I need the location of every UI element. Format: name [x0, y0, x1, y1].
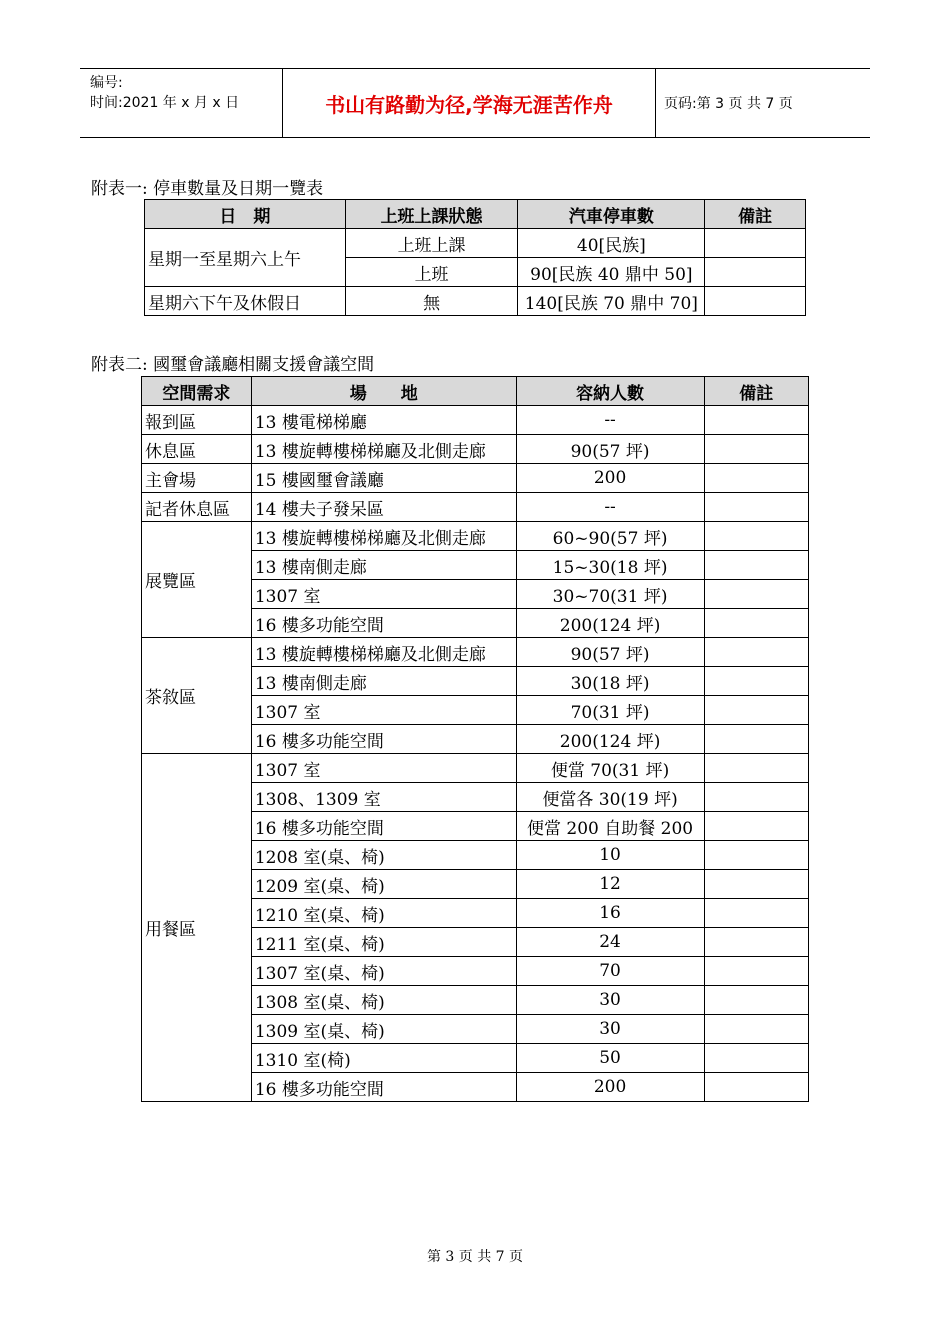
table2-note-cell: [704, 551, 809, 580]
venue-table: [141, 376, 809, 1102]
table2-venue-cell: 1307 室: [251, 580, 516, 609]
time-label: 时间:2021 年 x 月 x 日: [90, 95, 240, 111]
table2-venue-cell: 1211 室(桌、椅): [251, 928, 516, 957]
table2-note-cell: [704, 754, 809, 783]
table2-note-cell: [704, 522, 809, 551]
table2-area-cell: 茶敘區: [142, 638, 252, 754]
table2-note-cell: [704, 1015, 809, 1044]
table2-venue-cell: 1309 室(桌、椅): [251, 1015, 516, 1044]
table2-venue-cell: 16 樓多功能空間: [251, 812, 516, 841]
table2-capacity-cell: 200: [516, 1073, 704, 1102]
table2-header-row: [142, 377, 809, 406]
table2-capacity-cell: 便當各 30(19 坪): [516, 783, 704, 812]
table2-note-cell: [704, 1073, 809, 1102]
table2-venue-cell: 1209 室(桌、椅): [251, 870, 516, 899]
table1-status-cell: 上班: [345, 258, 518, 287]
table2-capacity-cell: --: [516, 406, 704, 435]
table2-capacity-cell: --: [516, 493, 704, 522]
table1-header-row: [145, 200, 806, 229]
table1-header-date: 日 期: [145, 200, 346, 229]
table2-venue-cell: 1307 室: [251, 754, 516, 783]
table2-note-cell: [704, 841, 809, 870]
table2-venue-cell: 16 樓多功能空間: [251, 1073, 516, 1102]
table2-note-cell: [704, 667, 809, 696]
table-row: [142, 754, 809, 783]
table1-note-cell: [705, 258, 806, 287]
table2-note-cell: [704, 783, 809, 812]
table1-note-cell: [705, 287, 806, 316]
table-row: [142, 435, 809, 464]
table2-venue-cell: 1308、1309 室: [251, 783, 516, 812]
table2-header-area: 空間需求: [142, 377, 252, 406]
parking-table: [144, 199, 806, 316]
table2-capacity-cell: 12: [516, 870, 704, 899]
table2-note-cell: [704, 812, 809, 841]
table2-note-cell: [704, 1044, 809, 1073]
table2-capacity-cell: 60~90(57 坪): [516, 522, 704, 551]
table2-area-cell: 休息區: [142, 435, 252, 464]
table2-note-cell: [704, 609, 809, 638]
table2-venue-cell: 1307 室: [251, 696, 516, 725]
table2-capacity-cell: 便當 200 自助餐 200: [516, 812, 704, 841]
header-motto: 书山有路勤为径,学海无涯苦作舟: [282, 69, 656, 137]
table2-capacity-cell: 70: [516, 957, 704, 986]
table2-capacity-cell: 200(124 坪): [516, 725, 704, 754]
table2-capacity-cell: 16: [516, 899, 704, 928]
table-row: [142, 493, 809, 522]
table2-venue-cell: 13 樓旋轉樓梯梯廳及北側走廊: [251, 638, 516, 667]
table2-capacity-cell: 90(57 坪): [516, 638, 704, 667]
table2-note-cell: [704, 725, 809, 754]
table2-note-cell: [704, 696, 809, 725]
table2-venue-cell: 1308 室(桌、椅): [251, 986, 516, 1015]
table2-header-venue: 場 地: [251, 377, 516, 406]
page-header: [80, 68, 870, 138]
table2-note-cell: [704, 928, 809, 957]
table2-area-cell: 用餐區: [142, 754, 252, 1102]
table1-status-cell: 無: [345, 287, 518, 316]
table1-count-cell: 90[民族 40 鼎中 50]: [518, 258, 705, 287]
table2-note-cell: [704, 899, 809, 928]
table2-capacity-cell: 30~70(31 坪): [516, 580, 704, 609]
table-row: [145, 287, 806, 316]
table2-capacity-cell: 10: [516, 841, 704, 870]
table2-note-cell: [704, 493, 809, 522]
table2-venue-cell: 1310 室(椅): [251, 1044, 516, 1073]
table-row: [142, 406, 809, 435]
table1-date-cell: 星期六下午及休假日: [145, 287, 346, 316]
table-row: [142, 464, 809, 493]
table-row: [142, 522, 809, 551]
table2-note-cell: [704, 638, 809, 667]
table1-header-note: 備註: [705, 200, 806, 229]
table2-venue-cell: 1210 室(桌、椅): [251, 899, 516, 928]
table2-capacity-cell: 15~30(18 坪): [516, 551, 704, 580]
number-label: 编号:: [90, 75, 123, 91]
table1-date-cell: 星期一至星期六上午: [145, 229, 346, 287]
table2-header-capacity: 容納人數: [516, 377, 704, 406]
table2-note-cell: [704, 580, 809, 609]
table2-venue-cell: 13 樓電梯梯廳: [251, 406, 516, 435]
table2-capacity-cell: 90(57 坪): [516, 435, 704, 464]
table2-capacity-cell: 200(124 坪): [516, 609, 704, 638]
table2-venue-cell: 14 樓夫子發呆區: [251, 493, 516, 522]
table2-caption: 附表二: 國璽會議廳相關支援會議空間: [91, 355, 375, 375]
table2-capacity-cell: 200: [516, 464, 704, 493]
table2-capacity-cell: 便當 70(31 坪): [516, 754, 704, 783]
table1-count-cell: 40[民族]: [518, 229, 705, 258]
table2-venue-cell: 13 樓旋轉樓梯梯廳及北側走廊: [251, 435, 516, 464]
table1-caption: 附表一: 停車數量及日期一覽表: [91, 179, 324, 199]
table2-note-cell: [704, 870, 809, 899]
table2-note-cell: [704, 435, 809, 464]
table2-capacity-cell: 30: [516, 986, 704, 1015]
table2-header-note: 備註: [704, 377, 809, 406]
table2-area-cell: 報到區: [142, 406, 252, 435]
table2-note-cell: [704, 986, 809, 1015]
table2-capacity-cell: 30: [516, 1015, 704, 1044]
table2-venue-cell: 16 樓多功能空間: [251, 609, 516, 638]
table2-area-cell: 主會場: [142, 464, 252, 493]
table-row: [145, 229, 806, 258]
table2-note-cell: [704, 957, 809, 986]
table2-venue-cell: 13 樓南側走廊: [251, 667, 516, 696]
table2-venue-cell: 13 樓南側走廊: [251, 551, 516, 580]
table2-capacity-cell: 50: [516, 1044, 704, 1073]
table1-status-cell: 上班上課: [345, 229, 518, 258]
table1-note-cell: [705, 229, 806, 258]
table2-note-cell: [704, 406, 809, 435]
header-meta: [90, 73, 239, 113]
table2-area-cell: 展覽區: [142, 522, 252, 638]
table1-header-count: 汽車停車數: [518, 200, 705, 229]
page-footer: 第 3 页 共 7 页: [426, 1249, 524, 1265]
table2-area-cell: 記者休息區: [142, 493, 252, 522]
table2-venue-cell: 1307 室(桌、椅): [251, 957, 516, 986]
table1-header-status: 上班上課狀態: [345, 200, 518, 229]
table2-venue-cell: 13 樓旋轉樓梯梯廳及北側走廊: [251, 522, 516, 551]
table2-venue-cell: 16 樓多功能空間: [251, 725, 516, 754]
table2-note-cell: [704, 464, 809, 493]
table2-capacity-cell: 30(18 坪): [516, 667, 704, 696]
header-page-label: 页码:第 3 页 共 7 页: [664, 96, 793, 112]
table2-capacity-cell: 24: [516, 928, 704, 957]
table2-venue-cell: 1208 室(桌、椅): [251, 841, 516, 870]
table2-venue-cell: 15 樓國璽會議廳: [251, 464, 516, 493]
table2-capacity-cell: 70(31 坪): [516, 696, 704, 725]
table1-count-cell: 140[民族 70 鼎中 70]: [518, 287, 705, 316]
table-row: [142, 638, 809, 667]
